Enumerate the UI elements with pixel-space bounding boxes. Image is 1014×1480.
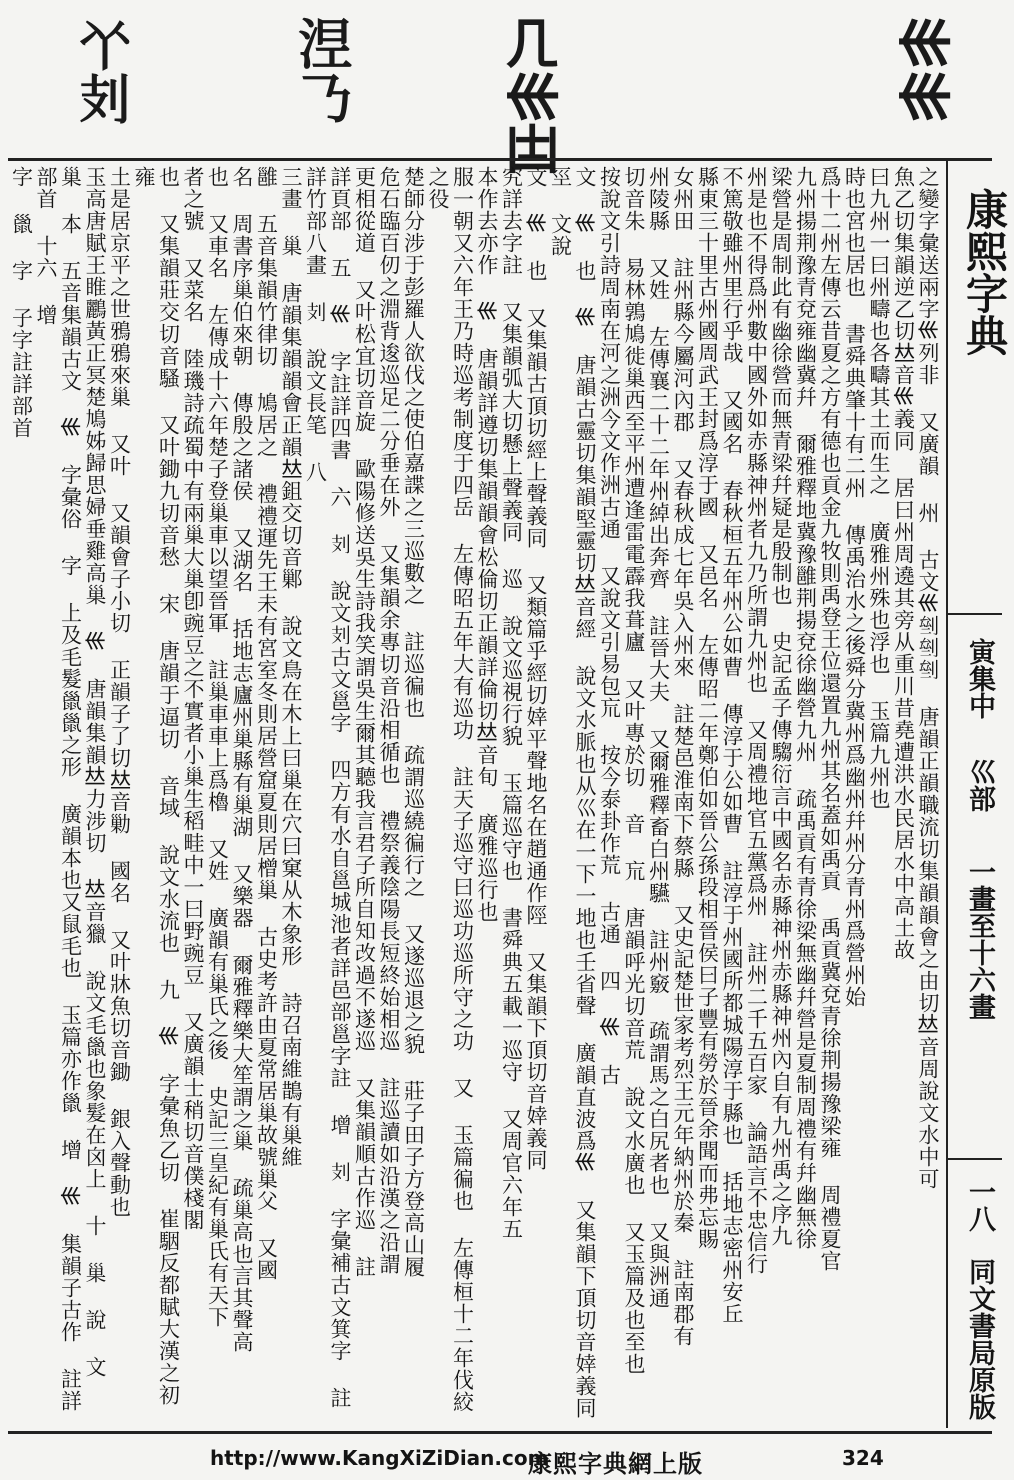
footer-url[interactable]: http://www.KangXiZiDian.com [210,1446,549,1470]
footer [0,1446,1000,1480]
footer-label: 康熙字典網上版 [528,1450,703,1478]
footer-page-number: 324 [842,1446,884,1470]
seal-glyph-group [290,16,352,124]
seal-glyph-group [892,16,954,124]
seal-glyph-text: 𠁥𠚽 [72,16,135,124]
publisher-label: 同文書局原版 [964,1258,995,1420]
seal-glyph-text: 𡿧𡿧 [892,16,955,124]
radical-label: 巛部 [964,758,995,812]
seal-script-header [0,0,1000,178]
sidebar [946,158,1009,1428]
stroke-range-label: 一畫至十六畫 [964,858,995,1020]
dictionary-entries: 之變字彙送兩字𡿧列非 又廣韻 州 古文𡿧𠜸𠜸𠜸 唐韻正韻職流切集韻韻會之由切𠀤音周說文水中可 魚乙切集韻逆乙切𠀤音𡿧義同 居曰州周遶其旁从重川昔堯遭洪水民居水中高土故 曰九州一曰州疇也各疇其土而生之 廣雅州殊也浮也 玉篇九州也 時也宮也居也 書舜典肇十有二州 傳禹治水之後舜分冀州爲幽州幷州分青州爲營州始 爲十二州左傳云昔夏之方有德也貢金九牧則禹登王位還置九州其名蓋如禹貢 禹貢冀兗青徐荆揚豫梁雍 周禮夏官 九州揚荆豫青兗雍幽冀幷 爾雅釋地冀豫雝荆揚兗徐幽營九州 疏禹貢有青徐梁無幽幷營是夏制周禮有幷幽無徐 梁營是周制此有幽徐營而無青梁幷疑是殷制也 史記孟子傳騶衍言中國名赤縣神州赤縣神州內自有九州禹之序九 州是也不得爲州數中國外如赤縣神州者九乃所謂九州也 又周禮地官五黨爲州 註州二千五百家 論語言不忠信行 不篤敬雖州里行乎哉 又國名 春秋桓五年州公如曹 傳淳于公如曹 註淳于州國所都城陽淳于縣也 括地志密州安丘 縣東三十里古州國周武王封爲淳于國 又邑名 左傳昭二年鄭伯如晉公孫段相晉侯曰子豐有勞於晉余聞而弗忘賜 女州田 註州縣今屬河內郡 又春秋成七年吳入州來 註楚邑淮南下蔡縣 又史記楚世家考烈王元年納州於秦 註南郡有 州陵縣 又姓 左傳襄二十二年州綽出奔齊 註晉大夫 又爾雅釋畜白州驠 註州竅 疏謂馬之白尻者也 又與洲通 切音朱 易林鶉鳩徙巢西至平州遭逢雷電霹我葺廬 又叶專於切 音 巟 唐韻呼光切音荒 說文水廣也 又玉篇及也至也 按說文引詩周南在河之洲今文作洲古通 又說文引易包巟 按今泰卦作荒 古通 四 𡿧 古 文 𡿧 也 𡿧 唐韻古靈切集韻堅靈切𠀤音經 說文水脈也从巛在一下一地也壬省聲 廣韻直波爲𡿧 又集韻下頂切音婞義同 巠 文說 文 𡿧 也 又集韻古頂切經上聲義同 又類篇乎經切婞平聲地名在趙通作陘 又集韻下頂切音婞義同 究詳去字註 又集韻弧大切懸上聲義同 巡 說文巡視行貌 玉篇巡守也 書舜典五載一巡守 又周官六年五 本作去亦作 𡿧 唐韻詳遵切集韻韻會松倫切正韻詳倫切𠀤音旬 廣雅巡行也 服一朝又六年王乃時巡考制度于四岳 左傳昭五年大有巡功 註天子巡守曰巡功巡所守之功 又 玉篇徧也 左傳桓十二年伐絞之役 楚師分涉于彭羅人欲伐之使伯嘉諜之三巡數之 註巡徧也 疏謂巡繞徧行之 又遂巡退之貌 莊子田子方登高山履 危石臨百仞之淵背逡巡足二分垂在外 又集韻余專切音沿相循也 禮祭義陰陽長短終始相巡 註巡讀如沿漢之沿謂 更相從道 又叶松宜切音旋 歐陽修送吳生詩我笑謂吳生爾其聽我言君子所自知改過不遂巡 又集韻順古作巡 註 詳頁部 五 𡿧 字註詳四書 六 𠚽 說文𠚽古文邕字 四方有水自邕城池者詳邑部邕字註 增 𠚽 字彙補古文箕字 註詳竹部八畫 𠚽 說文長笔 八 三畫 巢 唐韻集韻韻會正韻𠀤鉏交切音鄛 說文鳥在木上曰巢在穴曰窠从木象形 詩召南維鵲有巢維 雝 五音集韻竹律切 鳩居之 禮禮運先王未有宮室冬則居營窟夏則居橧巢 古史考許由夏常居巢故號巢父 又國 名 周書序巢伯來朝 傳殷之諸侯 又湖名 括地志廬州巢縣有巢湖 又樂器 爾雅釋樂大笙謂之巢 疏巢高也言其聲高 也 又車名 左傳成十六年楚子登巢車以望晉軍 註巢車車上爲櫓 又姓 廣韻有巢氏之後 史記三皇紀有巢氏有天下 者之號 又菜名 陸璣詩疏蜀中有兩巢大巢卽豌豆之不實者小巢生稻畦中一曰野豌豆 又廣韻士稍切音僕棧閣 也 又集韻莊交切音騷 又叶鋤九切音愁 宋 唐韻于逼切 音域 說文水流也 九 𡿧 字彙魚乙切 崔駰反都賦大漢之初雍 土是居京平之世鴉鴉來巢 又叶 又韻會子小切 正韻子了切𠀤音勦 國名 又叶牀魚切音鋤 銀入聲動也 玉高唐賦王睢鸝黃正冥楚鳩姊歸思婦垂雞高巢 𡿧 唐韻集韻𠀤力涉切 𠀤音獵 說文毛巤也象髮在囟上 十 巢 說 文 巢 本 五音集韻古文 𡿧 字彙俗 字 上及毛髮巤巤之形 廣韻本也又鼠毛也 玉篇亦作巤 增 𡿧 集韻子古作 註詳部首 十六 增 字 巤 字 子字註詳部首 [9,166,940,1419]
seal-glyph-text: 𣵀𠄎 [290,16,353,124]
volume-label: 寅集中 [964,638,995,719]
seal-glyph-group [500,16,562,178]
page-number: 一八 [964,1178,995,1232]
seal-glyph-group [72,16,134,124]
book-title: 康熙字典 [960,188,1009,356]
divider [948,613,1002,615]
divider [948,1158,1002,1160]
seal-glyph-text: 𠘧𡿧𠙽 [500,16,563,178]
